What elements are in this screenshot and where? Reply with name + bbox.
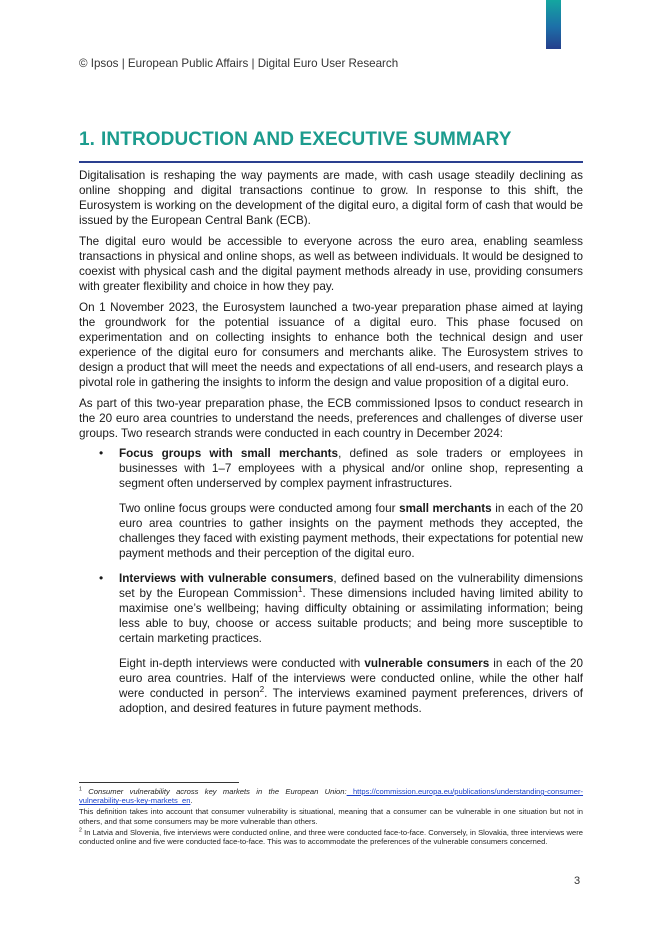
bullet-sub-text: Eight in-depth interviews were conducted with — [119, 657, 365, 670]
bullet-sub-text-final: . The interviews examined payment preferences, drivers of adoption, and desired features in future payment methods. — [119, 687, 583, 715]
paragraph-3: On 1 November 2023, the Eurosystem launched a two-year preparation phase aimed at laying the groundwork for the potential issuance of a digital euro. This phase focused on experimentation and on collecting insights to enhance both the technical design and user experience of the digital euro for consumers and merchants alike. The Eurosystem strives to design a product that will meet the needs and expectations of all end-users, and research plays a pivotal role in gathering the insights to inform the design and value proposition of a digital euro. — [79, 301, 583, 389]
footnote-1-source: Consumer vulnerability across key markets in the European Union: — [81, 787, 347, 796]
research-strands-list — [79, 446, 583, 716]
bullet-lead-text-end: . These dimensions included having limited ability to maximise one’s wellbeing; having difficulty obtaining or assimilating information; being less able to buy, choose or access suitable products; and being more susceptible to certain marketing practices. — [119, 587, 583, 645]
list-item-consumers — [99, 571, 583, 716]
page-number: 3 — [574, 875, 581, 887]
running-header: © Ipsos | European Public Affairs | Digital Euro User Research — [79, 57, 399, 70]
bullet-sub-text-end: in each of the 20 euro area countries to gather insights on the payment methods they accepted, the challenges they faced with existing payment methods, their expectations for potential new payment methods and their perception of the digital euro. — [119, 502, 584, 560]
bullet-lead-bold: Interviews with vulnerable consumers — [119, 572, 334, 585]
footnote-ref-2[interactable]: 2 — [259, 685, 265, 695]
paragraph-1: Digitalisation is reshaping the way payments are made, with cash usage steadily declining as online shopping and digital transactions continue to grow. In response to this shift, the Eurosystem is working on the development of the digital euro, a digital form of cash that would be issued by the European Central Bank (ECB). — [79, 169, 583, 227]
bullet-sub-bold: small merchants — [399, 502, 492, 515]
section-title — [79, 129, 583, 151]
bullet-sub-text-end: in each of the 20 euro area countries. Half of the interviews were conducted online, while the other half were conducted in person — [119, 657, 583, 700]
bullet-icon: • — [99, 571, 104, 585]
paragraph-2: The digital euro would be accessible to everyone across the euro area, enabling seamless transactions in physical and online shops, as well as between individuals. It would be designed to coexist with physical cash and the digital payment methods already in use, providing consumers with greater flexibility and choice in how they pay. — [79, 235, 583, 293]
footnote-1-end: . — [190, 796, 193, 806]
list-item-merchants — [99, 446, 584, 561]
section-title-text: INTRODUCTION AND EXECUTIVE SUMMARY — [101, 129, 512, 150]
footnote-1 — [79, 787, 583, 805]
bullet-sub-bold: vulnerable consumers — [364, 657, 490, 670]
bullet-sub-text: Two online focus groups were conducted among four — [119, 502, 400, 515]
title-underline — [79, 161, 583, 163]
footnote-1-marker: 1 — [79, 786, 82, 793]
section-number: 1. — [79, 129, 96, 150]
bullet-lead-text: , defined based on the vulnerability dimensions set by the European Commission — [119, 572, 583, 600]
bullet-lead-bold: Focus groups with small merchants — [119, 447, 339, 460]
footnote-ref-1[interactable]: 1 — [297, 585, 303, 595]
footnote-2-text: In Latvia and Slovenia, five interviews were conducted online, and three were conducted face-to-face. Conversely, in Slovakia, three interviews were conducted online and five were conducted face-to-face. This was to accommodate the preferences of the vulnerable consumers concerned. — [79, 827, 583, 847]
header-accent-bar — [546, 0, 561, 49]
paragraph-4: As part of this two-year preparation phase, the ECB commissioned Ipsos to conduct research in the 20 euro area countries to understand the needs, preferences and challenges of diverse user groups. Two research strands were conducted in each country in December 2024: — [79, 397, 583, 440]
footnotes — [79, 787, 583, 848]
footnote-separator — [79, 782, 239, 783]
body-text — [79, 168, 583, 726]
footnote-2-marker: 2 — [79, 827, 82, 834]
footnote-1-note: This definition takes into account that consumer vulnerability is situational, meaning that a consumer can be vulnerable in one situation but not in others, and that some consumers may be more vulnerable than others. — [79, 807, 583, 826]
bullet-lead-text: , defined as sole traders or employees in businesses with 1–7 employees with a physical and/or online shop, representing a segment often underserved by complex payment infrastructures. — [119, 447, 583, 490]
bullet-icon: • — [99, 446, 104, 460]
footnote-2 — [79, 828, 583, 846]
footnote-1-link[interactable]: https://commission.europa.eu/publications/understanding-consumer-vulnerability-eus-key-markets_en — [79, 787, 584, 806]
